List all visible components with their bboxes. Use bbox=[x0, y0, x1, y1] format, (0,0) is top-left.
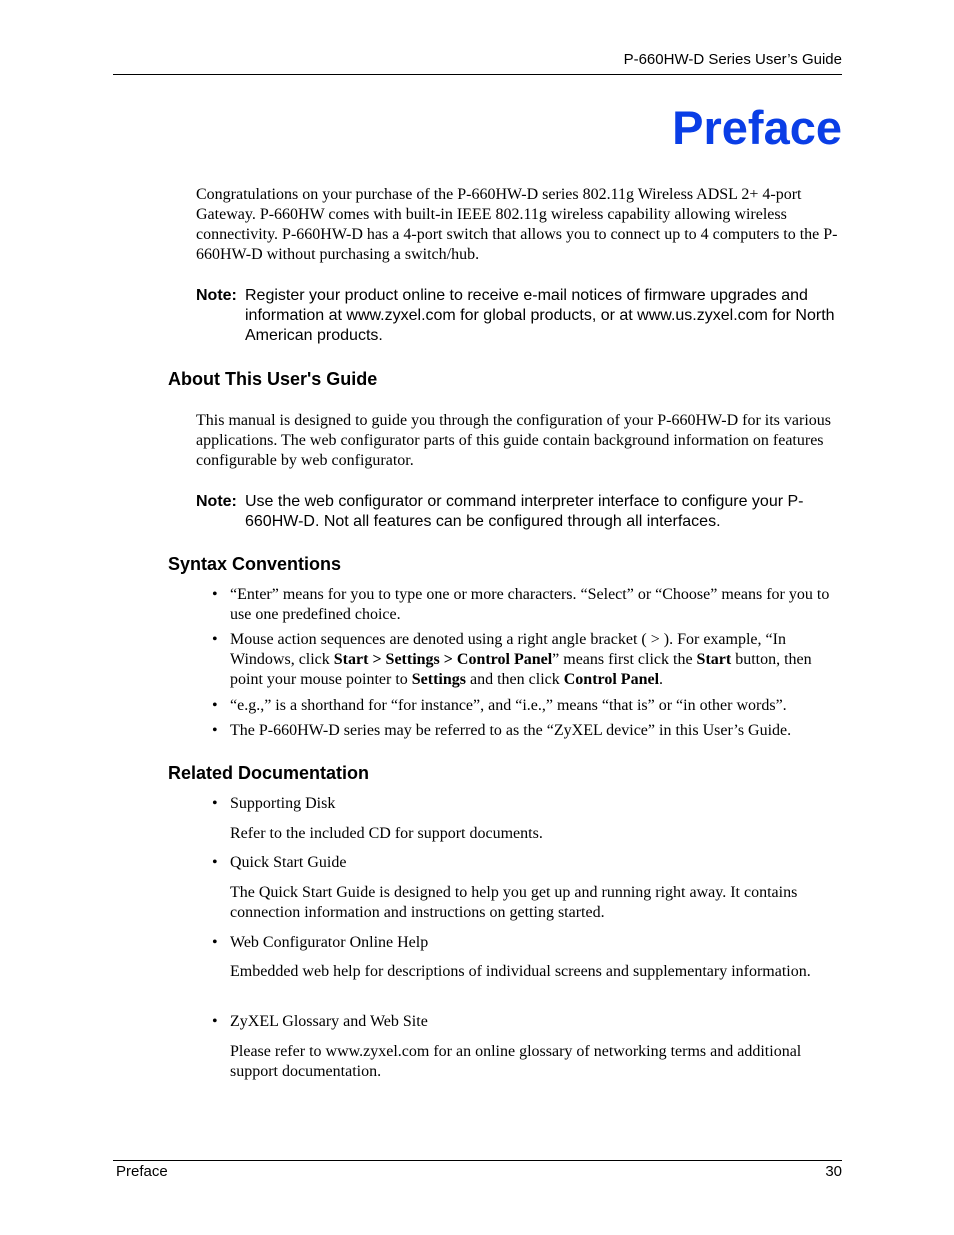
intro-paragraph: Congratulations on your purchase of the P-660HW-D series 802.11g Wireless ADSL 2+ 4-port Gateway. P-660HW comes with built-in IEEE 802.11g wireless capability allowing wireless connectivity. P-660HW-D has a 4-port switch that allows you to connect up to 4 computers to the P-660HW-D without purchasing a switch/hub. bbox=[196, 186, 838, 263]
text-run: and then click bbox=[466, 671, 564, 688]
text-run: ” means first click the bbox=[552, 651, 697, 668]
footer-section: Preface bbox=[116, 1163, 168, 1180]
text-run: . bbox=[659, 671, 664, 688]
page-number: 30 bbox=[825, 1163, 842, 1180]
note-text: Use the web configurator or command interpreter interface to configure your P-660HW-D. Not all features can be configured through all interfaces. bbox=[245, 493, 804, 530]
doc-title: Web Configurator Online Help bbox=[230, 934, 429, 951]
doc-description: Refer to the included CD for support documents. bbox=[230, 825, 543, 842]
doc-description: Please refer to www.zyxel.com for an online glossary of networking terms and additional support documentation. bbox=[230, 1043, 802, 1080]
bullet-icon: • bbox=[212, 1013, 218, 1030]
bullet-icon: • bbox=[212, 586, 218, 603]
doc-description: The Quick Start Guide is designed to help you get up and running right away. It contains connection information and instructions on getting started. bbox=[230, 884, 798, 921]
note-label: Note: bbox=[196, 493, 237, 510]
doc-title: Supporting Disk bbox=[230, 795, 336, 812]
bullet-icon: • bbox=[212, 631, 218, 648]
note-label: Note: bbox=[196, 287, 237, 304]
bold-term: Start > Settings > Control Panel bbox=[333, 651, 553, 668]
doc-title: ZyXEL Glossary and Web Site bbox=[230, 1013, 428, 1030]
text-run: button, then point your mouse pointer to bbox=[230, 651, 812, 688]
page-header bbox=[113, 50, 842, 75]
text-run: Mouse action sequences are denoted using a right angle bracket ( > ). For example, “In Windows, click bbox=[230, 631, 786, 668]
bullet-text bbox=[230, 630, 842, 690]
bullet-text: The P-660HW-D series may be referred to as the “ZyXEL device” in this User’s Guide. bbox=[230, 722, 792, 739]
note-text: Register your product online to receive e-mail notices of firmware upgrades and information at www.zyxel.com for global products, or at www.us.zyxel.com for North American products. bbox=[245, 287, 835, 344]
doc-description: Embedded web help for descriptions of individual screens and supplementary information. bbox=[230, 963, 811, 980]
header-title: P-660HW-D Series User’s Guide bbox=[623, 51, 842, 68]
bullet-icon: • bbox=[212, 722, 218, 739]
bullet-text: “Enter” means for you to type one or more characters. “Select” or “Choose” means for you to use one predefined choice. bbox=[230, 586, 830, 623]
heading-about-guide: About This User's Guide bbox=[168, 369, 378, 389]
bullet-icon: • bbox=[212, 795, 218, 812]
bold-term: Control Panel bbox=[563, 671, 660, 688]
bold-term: Settings bbox=[411, 671, 466, 688]
about-paragraph: This manual is designed to guide you through the configuration of your P-660HW-D for its various applications. The web configurator parts of this guide contain background information on features configurable by web configurator. bbox=[196, 412, 832, 469]
bullet-icon: • bbox=[212, 697, 218, 714]
page-footer bbox=[113, 1160, 842, 1183]
heading-related-documentation: Related Documentation bbox=[168, 763, 370, 783]
bullet-icon: • bbox=[212, 854, 218, 871]
doc-title: Quick Start Guide bbox=[230, 854, 347, 871]
bullet-icon: • bbox=[212, 934, 218, 951]
page-title: Preface bbox=[672, 101, 842, 154]
bold-term: Start bbox=[696, 651, 732, 668]
heading-syntax-conventions: Syntax Conventions bbox=[168, 554, 342, 574]
bullet-text: “e.g.,” is a shorthand for “for instance”, and “i.e.,” means “that is” or “in other words”. bbox=[230, 697, 787, 714]
